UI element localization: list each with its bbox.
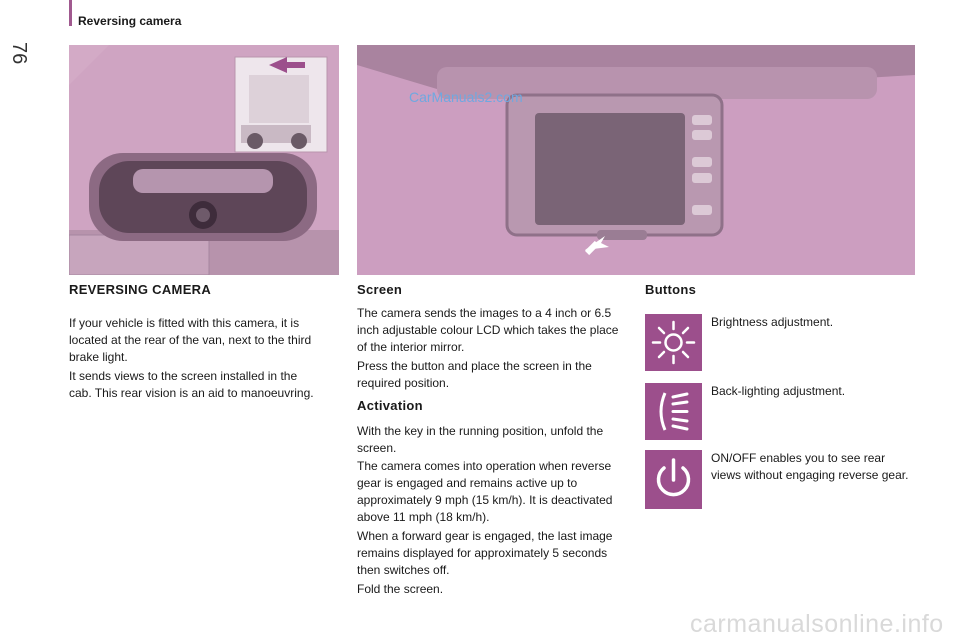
backlight-button-icon-box: [645, 383, 702, 440]
brightness-button-text: Brightness adjustment.: [711, 315, 834, 329]
photo-overlay-text: CarManuals2.com: [409, 89, 523, 105]
power-button-text: ON/OFF enables you to see rear views without engaging reverse gear.: [711, 451, 909, 482]
backlight-icon: [645, 383, 702, 440]
backlight-button-text: Back-lighting adjustment.: [711, 384, 846, 398]
page-number: 76: [8, 42, 30, 65]
buttons-heading: Buttons: [645, 282, 697, 297]
power-icon: [645, 450, 702, 509]
activation-para2: The camera comes into operation when reverse gear is engaged and remains active up to approximately 9 mph (15 km/h). It is deactivated above 11 mph (18 km/h).: [357, 459, 613, 524]
screen-heading: Screen: [357, 282, 403, 297]
brightness-button-icon-box: [645, 314, 702, 371]
reversing-camera-para1: If your vehicle is fitted with this camera, it is located at the rear of the van, next to the third brake light.: [69, 316, 312, 364]
activation-para1: With the key in the running position, unfold the screen.: [357, 424, 604, 455]
reversing-camera-para2: It sends views to the screen installed in the cab. This rear vision is an aid to manoeuvring.: [69, 369, 314, 400]
interior-screen-photo: [357, 45, 915, 275]
screen-para2: Press the button and place the screen in the required position.: [357, 359, 592, 390]
activation-para3: When a forward gear is engaged, the last image remains displayed for approximately 5 seconds then switches off.: [357, 529, 613, 577]
reversing-camera-heading: REVERSING CAMERA: [69, 282, 212, 297]
footer-watermark: carmanualsonline.info: [690, 610, 944, 638]
screen-para1: The camera sends the images to a 4 inch or 6.5 inch adjustable colour LCD which takes the place of the interior mirror.: [357, 306, 619, 354]
power-button-icon-box: [645, 450, 702, 509]
activation-heading: Activation: [357, 398, 423, 413]
section-title: Reversing camera: [78, 14, 182, 28]
rear-camera-photo: [69, 45, 339, 275]
header-accent-bar: [69, 0, 72, 26]
activation-para4: Fold the screen.: [357, 582, 444, 596]
brightness-icon: [645, 314, 702, 371]
